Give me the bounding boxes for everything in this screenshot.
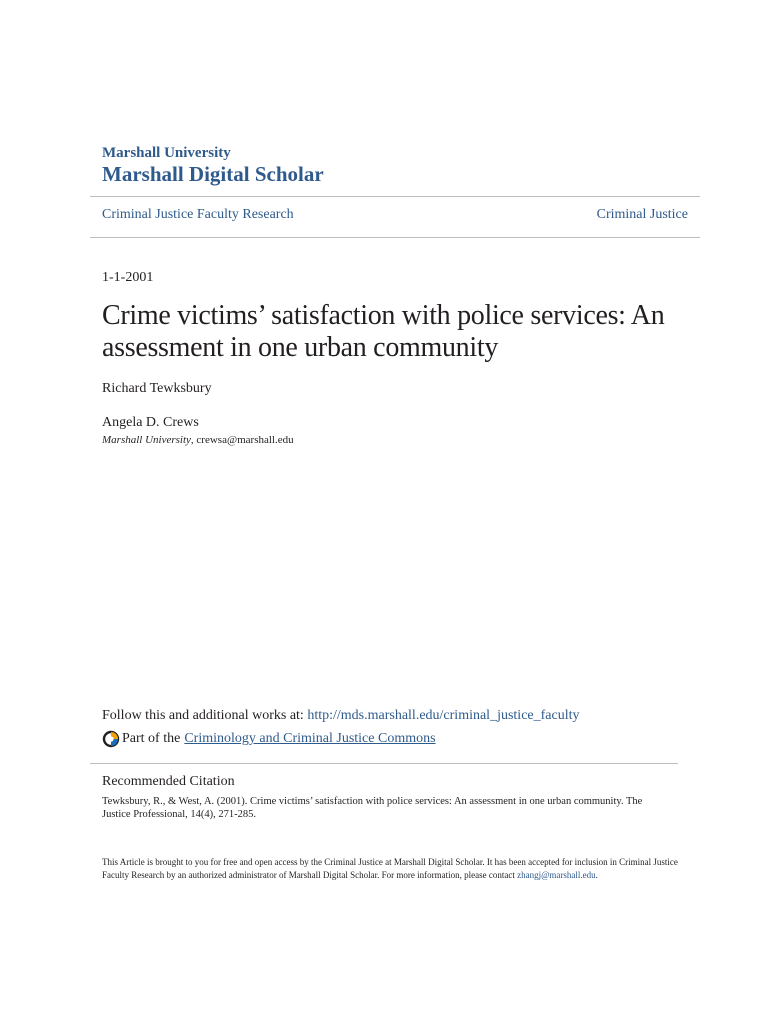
author-institution: Marshall University — [102, 434, 191, 446]
header-divider — [90, 196, 700, 197]
repository-name: Marshall Digital Scholar — [102, 162, 324, 186]
commons-link[interactable]: Criminology and Criminal Justice Commons — [184, 731, 436, 746]
publication-date: 1-1-2001 — [102, 270, 154, 285]
article-title: Crime victims’ satisfaction with police services: An assessment in one urban community — [102, 300, 665, 363]
part-of-label: Part of the — [122, 731, 181, 746]
citation-divider — [90, 763, 678, 764]
commons-icon — [102, 730, 120, 748]
author-affiliation — [102, 434, 294, 446]
notice-text: This Article is brought to you for free and open access by the Criminal Justice at Marshall Digital Scholar. It has been accepted for inclusion in Criminal Justice Faculty Research by an authorized administrator of Marshall Digital Scholar. For more information, please contact — [102, 857, 678, 880]
nav-divider — [90, 237, 700, 238]
collection-link[interactable]: Criminal Justice Faculty Research — [102, 207, 294, 222]
university-name: Marshall University — [102, 145, 231, 161]
citation-heading: Recommended Citation — [102, 774, 235, 789]
follow-label: Follow this and additional works at: — [102, 708, 308, 723]
collection-url-link[interactable]: http://mds.marshall.edu/criminal_justice_faculty — [307, 708, 580, 723]
notice-end: . — [595, 870, 598, 880]
author-name: Richard Tewksbury — [102, 381, 212, 396]
discipline-link[interactable]: Criminal Justice — [596, 207, 688, 222]
part-of-line — [102, 730, 436, 748]
access-notice — [102, 856, 682, 882]
citation-text: Tewksbury, R., & West, A. (2001). Crime victims’ satisfaction with police services: An assessment in one urban community. The Justice Professional, 14(4), 271-285. — [102, 796, 643, 820]
contact-email-link[interactable]: zhangj@marshall.edu — [517, 870, 596, 880]
follow-line — [102, 708, 580, 724]
author-email: , crewsa@marshall.edu — [190, 434, 294, 446]
repository-brand[interactable] — [102, 145, 324, 186]
author-name: Angela D. Crews — [102, 415, 199, 430]
